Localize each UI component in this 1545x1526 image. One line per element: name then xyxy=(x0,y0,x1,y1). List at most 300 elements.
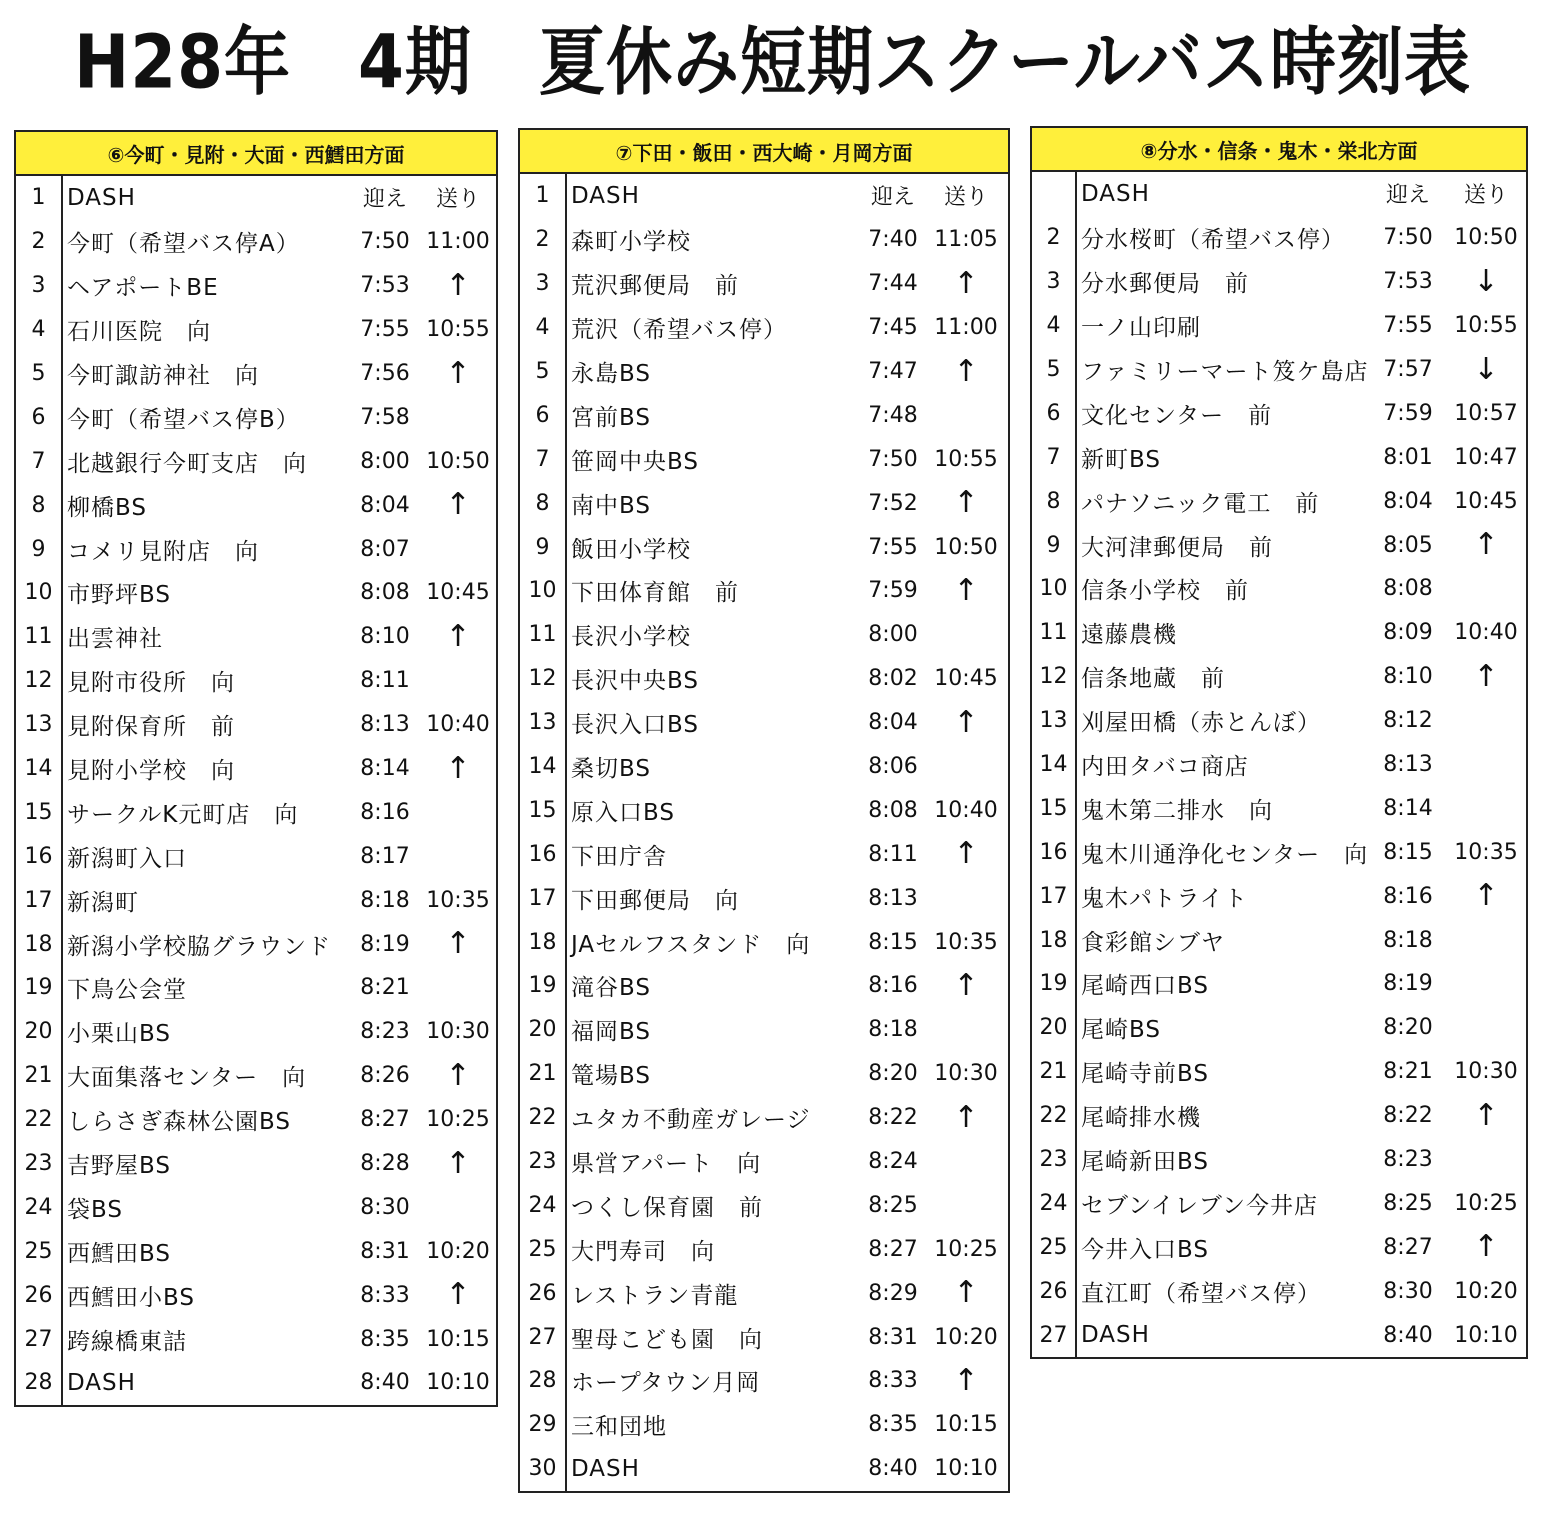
table-row xyxy=(1032,567,1526,611)
dropoff-time: 10:15 xyxy=(934,1412,998,1438)
pickup-time: 8:11 xyxy=(868,841,918,867)
table-row xyxy=(1032,611,1526,655)
stop-name: 信条小学校 前 xyxy=(1081,578,1249,605)
table-row xyxy=(1032,216,1526,260)
pickup-time: 8:19 xyxy=(360,931,410,957)
table-row xyxy=(1032,523,1526,567)
pickup-time: 8:17 xyxy=(360,843,410,869)
arrow-up-icon: ↑ xyxy=(445,487,471,523)
stop-name: 跨線橋東詰 xyxy=(67,1328,187,1355)
table-row xyxy=(16,659,496,703)
stop-name: 市野坪BS xyxy=(67,582,171,609)
stop-number: 5 xyxy=(16,352,62,396)
dropoff-time xyxy=(924,832,1008,876)
dropoff-time: 送り xyxy=(1463,183,1508,209)
dropoff-time xyxy=(420,659,496,703)
stop-number: 21 xyxy=(1032,1050,1076,1094)
table-row xyxy=(1032,1225,1526,1269)
arrow-down-icon: ↓ xyxy=(1473,263,1499,299)
table-row xyxy=(16,1229,496,1273)
table-row xyxy=(16,527,496,571)
stop-name: 尾崎排水機 xyxy=(1081,1105,1201,1132)
stop-name: 出雲神社 xyxy=(67,626,163,653)
table-row xyxy=(16,264,496,308)
pickup-time: 8:04 xyxy=(1383,488,1433,514)
stop-number: 7 xyxy=(1032,435,1076,479)
stop-number: 9 xyxy=(1032,523,1076,567)
pickup-time: 8:40 xyxy=(868,1456,918,1482)
stop-number: 4 xyxy=(1032,304,1076,348)
pickup-time: 8:33 xyxy=(360,1282,410,1308)
pickup-time: 7:55 xyxy=(868,534,918,560)
dropoff-time: 10:40 xyxy=(1454,620,1518,646)
table-row xyxy=(520,174,1008,218)
stop-name: 篭場BS xyxy=(571,1063,651,1090)
stop-name: 大面集落センター 向 xyxy=(67,1065,307,1092)
dropoff-time xyxy=(924,1271,1008,1315)
table-row xyxy=(520,876,1008,920)
dropoff-time xyxy=(924,481,1008,525)
stop-name: ヘアポートBE xyxy=(67,275,219,302)
stop-name: 新潟町 xyxy=(67,889,139,916)
arrow-up-icon: ↑ xyxy=(1473,1097,1499,1133)
arrow-up-icon: ↑ xyxy=(445,618,471,654)
table-row xyxy=(520,832,1008,876)
route-panel-shimoda xyxy=(518,128,1010,1493)
dropoff-time: 10:35 xyxy=(426,887,490,913)
stop-number: 3 xyxy=(520,262,566,306)
stop-number: 25 xyxy=(16,1229,62,1273)
table-row xyxy=(1032,172,1526,216)
table-row xyxy=(1032,1313,1526,1357)
table-row xyxy=(16,1273,496,1317)
dropoff-time: 10:55 xyxy=(426,317,490,343)
table-row xyxy=(16,790,496,834)
dropoff-time: 10:25 xyxy=(934,1236,998,1262)
pickup-time: 8:20 xyxy=(1383,1015,1433,1041)
table-row xyxy=(520,306,1008,350)
stop-name: 宮前BS xyxy=(571,404,651,431)
dropoff-time xyxy=(1446,874,1526,918)
stop-name: パナソニック電工 前 xyxy=(1081,490,1320,517)
table-row xyxy=(1032,1094,1526,1138)
table-row xyxy=(520,1315,1008,1359)
stop-name: 森町小学校 xyxy=(571,229,691,256)
pickup-time: 8:13 xyxy=(360,712,410,738)
stop-name: DASH xyxy=(1081,180,1150,207)
pickup-time: 8:35 xyxy=(360,1326,410,1352)
stop-number: 8 xyxy=(520,481,566,525)
table-row xyxy=(520,920,1008,964)
stop-name: 西鱈田小BS xyxy=(67,1284,195,1311)
table-row xyxy=(520,569,1008,613)
pickup-time: 8:19 xyxy=(1383,971,1433,997)
stop-name: 永島BS xyxy=(571,361,651,387)
arrow-up-icon: ↑ xyxy=(1473,878,1499,914)
dropoff-time: 10:47 xyxy=(1454,444,1518,470)
dropoff-time: 10:10 xyxy=(1454,1322,1518,1348)
dropoff-time: 10:40 xyxy=(934,797,998,823)
dropoff-time xyxy=(924,964,1008,1008)
pickup-time: 8:30 xyxy=(360,1194,410,1220)
stop-number: 3 xyxy=(16,264,62,308)
stop-name: 一ノ山印刷 xyxy=(1081,315,1201,342)
timetable xyxy=(16,176,496,1405)
dropoff-time: 11:00 xyxy=(426,229,490,255)
stop-name: 今町（希望バス停B） xyxy=(67,406,300,433)
pickup-time: 7:58 xyxy=(360,404,410,430)
dropoff-time xyxy=(420,747,496,791)
stop-number: 11 xyxy=(1032,611,1076,655)
table-row xyxy=(16,395,496,439)
stop-name: 新潟町入口 xyxy=(67,845,187,872)
stop-number: 11 xyxy=(16,615,62,659)
table-row xyxy=(16,1098,496,1142)
stop-number: 16 xyxy=(16,834,62,878)
dropoff-time: 10:30 xyxy=(426,1019,490,1045)
stop-name: 鬼木第二排水 向 xyxy=(1081,797,1273,824)
stop-number: 8 xyxy=(1032,479,1076,523)
stop-name: 文化センター 前 xyxy=(1081,402,1273,429)
dropoff-time xyxy=(1446,962,1526,1006)
pickup-time: 7:50 xyxy=(868,446,918,472)
stop-number: 1 xyxy=(520,174,566,218)
stop-number: 9 xyxy=(520,525,566,569)
stop-number: 23 xyxy=(520,1140,566,1184)
table-row xyxy=(520,1271,1008,1315)
table-row xyxy=(1032,435,1526,479)
dropoff-time xyxy=(420,483,496,527)
dropoff-time xyxy=(420,790,496,834)
arrow-up-icon: ↑ xyxy=(953,836,979,872)
pickup-time: 8:21 xyxy=(360,975,410,1001)
dropoff-time xyxy=(420,395,496,439)
stop-number: 12 xyxy=(16,659,62,703)
table-row xyxy=(1032,786,1526,830)
stop-name: 信条地蔵 前 xyxy=(1081,666,1225,693)
dropoff-time xyxy=(924,876,1008,920)
pickup-time: 7:53 xyxy=(1383,269,1433,295)
stop-name: 柳橋BS xyxy=(67,494,147,521)
table-row xyxy=(1032,962,1526,1006)
stop-number: 23 xyxy=(16,1142,62,1186)
pickup-time: 8:13 xyxy=(1383,752,1433,778)
stop-name: 今町諏訪神社 向 xyxy=(67,363,259,389)
arrow-up-icon: ↑ xyxy=(953,353,979,389)
pickup-time: 8:22 xyxy=(1383,1103,1433,1129)
stop-name: 滝谷BS xyxy=(571,975,651,1002)
table-row xyxy=(520,745,1008,789)
table-row xyxy=(520,1183,1008,1227)
stop-name: レストラン青龍 xyxy=(571,1282,739,1309)
stop-number: 19 xyxy=(1032,962,1076,1006)
stop-name: 下鳥公会堂 xyxy=(67,977,187,1004)
dropoff-time xyxy=(420,352,496,396)
stop-name: コメリ見附店 向 xyxy=(67,538,259,565)
stop-name: 尾崎寺前BS xyxy=(1081,1061,1209,1088)
dropoff-time: 10:35 xyxy=(1454,839,1518,865)
pickup-time: 8:25 xyxy=(1383,1190,1433,1216)
timetable xyxy=(1032,172,1526,1357)
table-row xyxy=(520,1227,1008,1271)
pickup-time: 8:33 xyxy=(868,1368,918,1394)
table-row xyxy=(520,1096,1008,1140)
stop-name: DASH xyxy=(571,1455,640,1482)
pickup-time: 8:40 xyxy=(1383,1322,1433,1348)
pickup-time: 8:08 xyxy=(1383,576,1433,602)
stop-number: 27 xyxy=(16,1317,62,1361)
pickup-time: 8:15 xyxy=(868,929,918,955)
stop-name: 新潟小学校脇グラウンド xyxy=(67,933,331,960)
stop-number: 15 xyxy=(16,790,62,834)
stop-name: 直江町（希望バス停） xyxy=(1081,1280,1321,1307)
stop-name: 北越銀行今町支店 向 xyxy=(67,450,307,477)
dropoff-time xyxy=(924,613,1008,657)
stop-number: 26 xyxy=(1032,1269,1076,1313)
stop-number: 10 xyxy=(16,571,62,615)
stop-number: 10 xyxy=(1032,567,1076,611)
stop-number: 17 xyxy=(1032,874,1076,918)
arrow-up-icon: ↑ xyxy=(445,355,471,391)
arrow-up-icon: ↑ xyxy=(445,1057,471,1093)
stop-number: 18 xyxy=(1032,918,1076,962)
stop-name: 見附小学校 向 xyxy=(67,758,235,785)
pickup-time: 迎え xyxy=(1385,183,1430,209)
dropoff-time xyxy=(420,527,496,571)
table-row xyxy=(16,220,496,264)
stop-name: 見附市役所 向 xyxy=(67,670,235,697)
pickup-time: 8:27 xyxy=(868,1236,918,1262)
dropoff-time xyxy=(420,1185,496,1229)
pickup-time: 8:15 xyxy=(1383,839,1433,865)
stop-number: 20 xyxy=(16,1010,62,1054)
table-row xyxy=(16,1317,496,1361)
pickup-time: 8:14 xyxy=(1383,795,1433,821)
pickup-time: 8:14 xyxy=(360,756,410,782)
stop-number: 2 xyxy=(16,220,62,264)
stop-number: 14 xyxy=(520,745,566,789)
stop-name: 新町BS xyxy=(1081,446,1161,473)
stop-name: 長沢小学校 xyxy=(571,624,691,651)
dropoff-time: 10:10 xyxy=(934,1456,998,1482)
pickup-time: 8:29 xyxy=(868,1280,918,1306)
route-panel-imamachi xyxy=(14,130,498,1407)
pickup-time: 8:10 xyxy=(360,624,410,650)
table-row xyxy=(1032,699,1526,743)
stop-number: 21 xyxy=(16,1054,62,1098)
table-row xyxy=(16,352,496,396)
table-row xyxy=(16,1361,496,1405)
stop-name: 西鱈田BS xyxy=(67,1240,171,1267)
stop-name: 袋BS xyxy=(67,1196,123,1223)
dropoff-time xyxy=(924,262,1008,306)
stop-number: 19 xyxy=(16,966,62,1010)
pickup-time: 8:12 xyxy=(1383,708,1433,734)
dropoff-time: 11:05 xyxy=(934,227,998,253)
table-row xyxy=(520,1052,1008,1096)
stop-name: 吉野屋BS xyxy=(67,1153,171,1180)
stop-number: 6 xyxy=(1032,391,1076,435)
table-row xyxy=(520,1359,1008,1403)
stop-name: 今井入口BS xyxy=(1081,1236,1209,1263)
dropoff-time xyxy=(420,966,496,1010)
dropoff-time: 10:35 xyxy=(934,929,998,955)
table-row xyxy=(520,262,1008,306)
pickup-time: 8:27 xyxy=(360,1107,410,1133)
stop-number: 14 xyxy=(1032,743,1076,787)
arrow-up-icon: ↑ xyxy=(445,267,471,303)
table-row xyxy=(520,701,1008,745)
dropoff-time: 10:45 xyxy=(1454,488,1518,514)
dropoff-time: 10:40 xyxy=(426,712,490,738)
dropoff-time: 10:45 xyxy=(934,666,998,692)
stop-name: 長沢入口BS xyxy=(571,712,699,739)
pickup-time: 8:26 xyxy=(360,1063,410,1089)
stop-number: 20 xyxy=(1032,1006,1076,1050)
pickup-time: 8:23 xyxy=(360,1019,410,1045)
stop-number: 11 xyxy=(520,613,566,657)
pickup-time: 8:18 xyxy=(1383,927,1433,953)
dropoff-time: 送り xyxy=(943,185,988,211)
dropoff-time xyxy=(420,834,496,878)
arrow-up-icon: ↑ xyxy=(445,1277,471,1313)
table-row xyxy=(520,613,1008,657)
stop-number: 7 xyxy=(520,437,566,481)
dropoff-time xyxy=(1446,786,1526,830)
stop-number xyxy=(1032,172,1076,216)
pickup-time: 8:00 xyxy=(360,448,410,474)
stop-name: 荒沢（希望バス停） xyxy=(571,317,787,344)
table-row xyxy=(1032,1269,1526,1313)
table-row xyxy=(520,1008,1008,1052)
stop-number: 13 xyxy=(1032,699,1076,743)
stop-name: 分水桜町（希望バス停） xyxy=(1081,227,1345,254)
stop-name: 尾崎西口BS xyxy=(1081,973,1209,1000)
stop-number: 6 xyxy=(520,393,566,437)
dropoff-time: 10:15 xyxy=(426,1326,490,1352)
stop-name: 大門寿司 向 xyxy=(571,1238,715,1265)
stop-name: DASH xyxy=(1081,1322,1150,1349)
stop-number: 24 xyxy=(16,1185,62,1229)
dropoff-time xyxy=(1446,918,1526,962)
pickup-time: 8:04 xyxy=(360,492,410,518)
stop-name: セブンイレブン今井店 xyxy=(1081,1192,1319,1219)
pickup-time: 8:30 xyxy=(1383,1278,1433,1304)
dropoff-time xyxy=(420,1142,496,1186)
stop-number: 14 xyxy=(16,747,62,791)
pickup-time: 8:08 xyxy=(360,580,410,606)
stop-number: 23 xyxy=(1032,1138,1076,1182)
route-panel-bunsui xyxy=(1030,126,1528,1359)
table-row xyxy=(1032,348,1526,392)
stop-name: 石川医院 向 xyxy=(67,319,211,346)
pickup-time: 7:52 xyxy=(868,490,918,516)
dropoff-time: 10:30 xyxy=(1454,1059,1518,1085)
stop-number: 26 xyxy=(16,1273,62,1317)
dropoff-time: 10:25 xyxy=(426,1107,490,1133)
dropoff-time: 10:20 xyxy=(426,1238,490,1264)
pickup-time: 7:50 xyxy=(360,229,410,255)
arrow-up-icon: ↑ xyxy=(445,1145,471,1181)
pickup-time: 7:55 xyxy=(1383,313,1433,339)
table-row xyxy=(1032,655,1526,699)
arrow-up-icon: ↑ xyxy=(953,1275,979,1311)
stop-name: DASH xyxy=(67,184,136,211)
stop-number: 1 xyxy=(16,176,62,220)
stop-number: 5 xyxy=(520,350,566,394)
pickup-time: 7:44 xyxy=(868,271,918,297)
stop-number: 15 xyxy=(1032,786,1076,830)
pickup-time: 8:01 xyxy=(1383,444,1433,470)
table-row xyxy=(16,703,496,747)
pickup-time: 8:23 xyxy=(1383,1147,1433,1173)
pickup-time: 8:18 xyxy=(868,1017,918,1043)
dropoff-time: 10:25 xyxy=(1454,1190,1518,1216)
stop-number: 25 xyxy=(1032,1225,1076,1269)
dropoff-time xyxy=(924,1008,1008,1052)
pickup-time: 8:09 xyxy=(1383,620,1433,646)
stop-name: 県営アパート 向 xyxy=(571,1151,762,1178)
table-row xyxy=(1032,1181,1526,1225)
stop-name: 尾崎新田BS xyxy=(1081,1149,1209,1176)
stop-name: 三和団地 xyxy=(571,1414,667,1441)
dropoff-time xyxy=(1446,699,1526,743)
pickup-time: 7:55 xyxy=(360,317,410,343)
dropoff-time: 10:55 xyxy=(934,446,998,472)
dropoff-time: 10:20 xyxy=(934,1324,998,1350)
stop-number: 19 xyxy=(520,964,566,1008)
stop-name: 桑切BS xyxy=(571,756,651,783)
stop-name: 見附保育所 前 xyxy=(67,714,235,741)
stop-name: 今町（希望バス停A） xyxy=(67,231,300,258)
arrow-up-icon: ↑ xyxy=(1473,1229,1499,1265)
dropoff-time: 10:55 xyxy=(1454,313,1518,339)
table-row xyxy=(16,176,496,220)
arrow-up-icon: ↑ xyxy=(445,750,471,786)
stop-name: 長沢中央BS xyxy=(571,668,699,695)
arrow-down-icon: ↓ xyxy=(1473,351,1499,387)
dropoff-time: 送り xyxy=(435,187,480,213)
stop-number: 5 xyxy=(1032,348,1076,392)
table-row xyxy=(16,1054,496,1098)
stop-number: 22 xyxy=(1032,1094,1076,1138)
stop-number: 17 xyxy=(16,878,62,922)
dropoff-time xyxy=(1446,1138,1526,1182)
pickup-time: 8:11 xyxy=(360,668,410,694)
pickup-time: 7:40 xyxy=(868,227,918,253)
route-header: ⑧分水・信条・鬼木・栄北方面 xyxy=(1032,128,1526,172)
dropoff-time xyxy=(1446,348,1526,392)
stop-name: 大河津郵便局 前 xyxy=(1081,534,1273,561)
table-row xyxy=(1032,874,1526,918)
table-row xyxy=(16,834,496,878)
table-row xyxy=(16,308,496,352)
dropoff-time xyxy=(1446,1094,1526,1138)
table-row xyxy=(520,1403,1008,1447)
stop-name: 小栗山BS xyxy=(67,1021,171,1048)
stop-name: 福岡BS xyxy=(571,1019,651,1046)
dropoff-time xyxy=(924,745,1008,789)
table-row xyxy=(1032,743,1526,787)
stop-number: 21 xyxy=(520,1052,566,1096)
pickup-time: 7:56 xyxy=(360,361,410,386)
stop-number: 24 xyxy=(520,1183,566,1227)
arrow-up-icon: ↑ xyxy=(1473,527,1499,563)
pickup-time: 迎え xyxy=(870,185,915,211)
stop-name: 鬼木パトライト xyxy=(1081,885,1248,912)
pickup-time: 8:27 xyxy=(1383,1234,1433,1260)
stop-number: 7 xyxy=(16,439,62,483)
